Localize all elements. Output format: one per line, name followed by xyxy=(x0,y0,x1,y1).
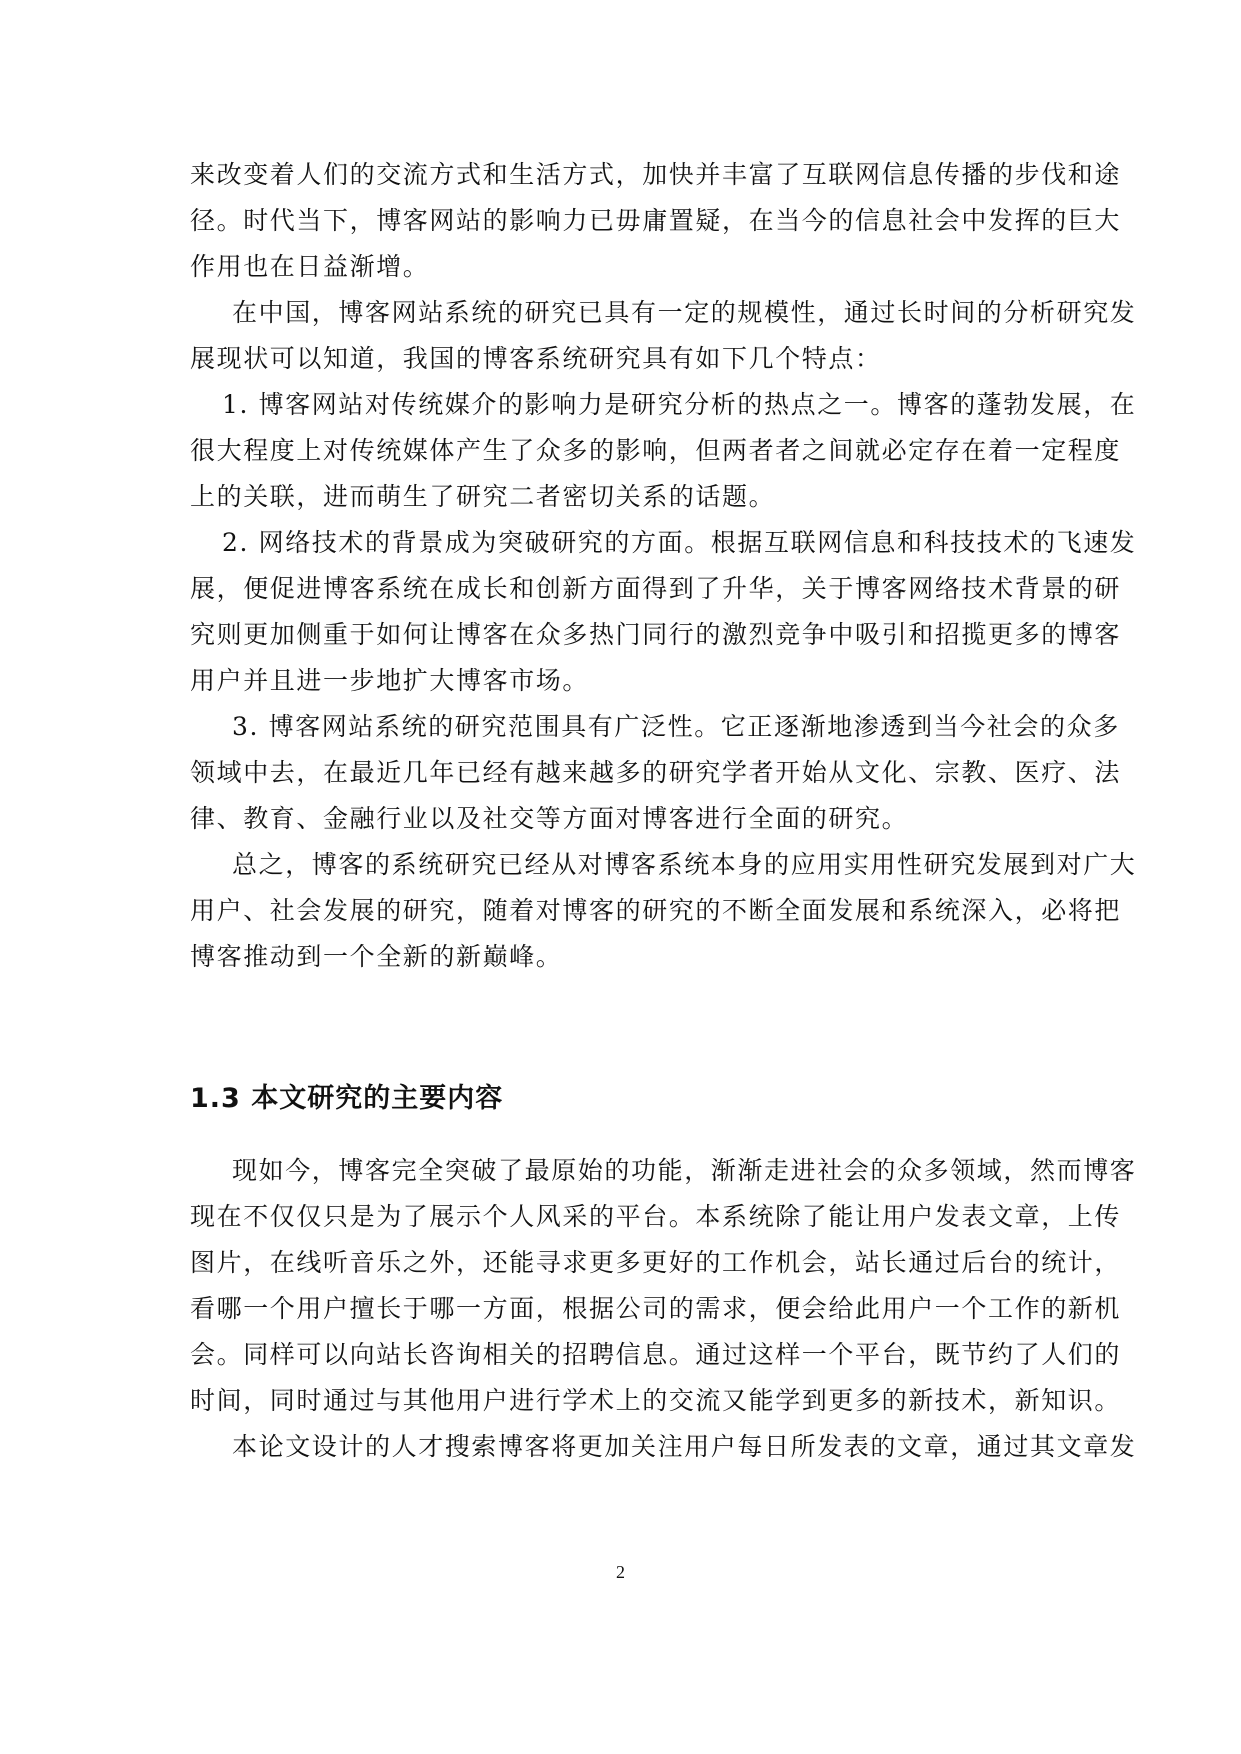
paragraph-first-line: 在中国，博客网站系统的研究已具有一定的规模性，通过长时间的分析研究发 xyxy=(232,298,1137,327)
body-text-line: 会。同样可以向站长咨询相关的招聘信息。通过这样一个平台，既节约了人们的 xyxy=(190,1340,1122,1369)
body-text-line: 律、教育、金融行业以及社交等方面对博客进行全面的研究。 xyxy=(190,804,909,833)
list-item-3-first-line: 3. 博客网站系统的研究范围具有广泛性。它正逐渐地渗透到当今社会的众多 xyxy=(232,712,1120,741)
body-text-line: 看哪一个用户擅长于哪一方面，根据公司的需求，便会给此用户一个工作的新机 xyxy=(190,1294,1122,1323)
body-text-line: 展现状可以知道，我国的博客系统研究具有如下几个特点： xyxy=(190,344,882,373)
list-item-1-first-line: 1. 博客网站对传统媒介的影响力是研究分析的热点之一。博客的蓬勃发展，在 xyxy=(222,390,1137,419)
body-text-line: 用户、社会发展的研究，随着对博客的研究的不断全面发展和系统深入，必将把 xyxy=(190,896,1122,925)
body-text-line: 究则更加侧重于如何让博客在众多热门同行的激烈竞争中吸引和招揽更多的博客 xyxy=(190,620,1122,649)
body-text-line: 很大程度上对传统媒体产生了众多的影响，但两者者之间就必定存在着一定程度 xyxy=(190,436,1122,465)
body-text-line: 现在不仅仅只是为了展示个人风采的平台。本系统除了能让用户发表文章，上传 xyxy=(190,1202,1122,1231)
body-text-line: 径。时代当下，博客网站的影响力已毋庸置疑，在当今的信息社会中发挥的巨大 xyxy=(190,206,1122,235)
body-text-line: 领域中去，在最近几年已经有越来越多的研究学者开始从文化、宗教、医疗、法 xyxy=(190,758,1122,787)
page-number: 2 xyxy=(616,1562,625,1582)
paragraph-first-line: 本论文设计的人才搜索博客将更加关注用户每日所发表的文章，通过其文章发 xyxy=(232,1432,1137,1461)
section-heading: 1.3 本文研究的主要内容 xyxy=(190,1083,504,1114)
body-text-line: 来改变着人们的交流方式和生活方式，加快并丰富了互联网信息传播的步伐和途 xyxy=(190,160,1122,189)
list-item-2-first-line: 2. 网络技术的背景成为突破研究的方面。根据互联网信息和科技技术的飞速发 xyxy=(222,528,1137,557)
body-text-line: 上的关联，进而萌生了研究二者密切关系的话题。 xyxy=(190,482,776,511)
body-text-line: 博客推动到一个全新的新巅峰。 xyxy=(190,942,563,971)
body-text-line: 展，便促进博客系统在成长和创新方面得到了升华，关于博客网络技术背景的研 xyxy=(190,574,1122,603)
body-text-line: 用户并且进一步地扩大博客市场。 xyxy=(190,666,590,695)
body-text-line: 图片，在线听音乐之外，还能寻求更多更好的工作机会，站长通过后台的统计， xyxy=(190,1248,1122,1277)
paragraph-first-line: 总之，博客的系统研究已经从对博客系统本身的应用实用性研究发展到对广大 xyxy=(232,850,1137,879)
body-text-line: 作用也在日益渐增。 xyxy=(190,252,430,281)
paragraph-first-line: 现如今，博客完全突破了最原始的功能，渐渐走进社会的众多领域，然而博客 xyxy=(232,1156,1137,1185)
body-text-line: 时间，同时通过与其他用户进行学术上的交流又能学到更多的新技术，新知识。 xyxy=(190,1386,1122,1415)
